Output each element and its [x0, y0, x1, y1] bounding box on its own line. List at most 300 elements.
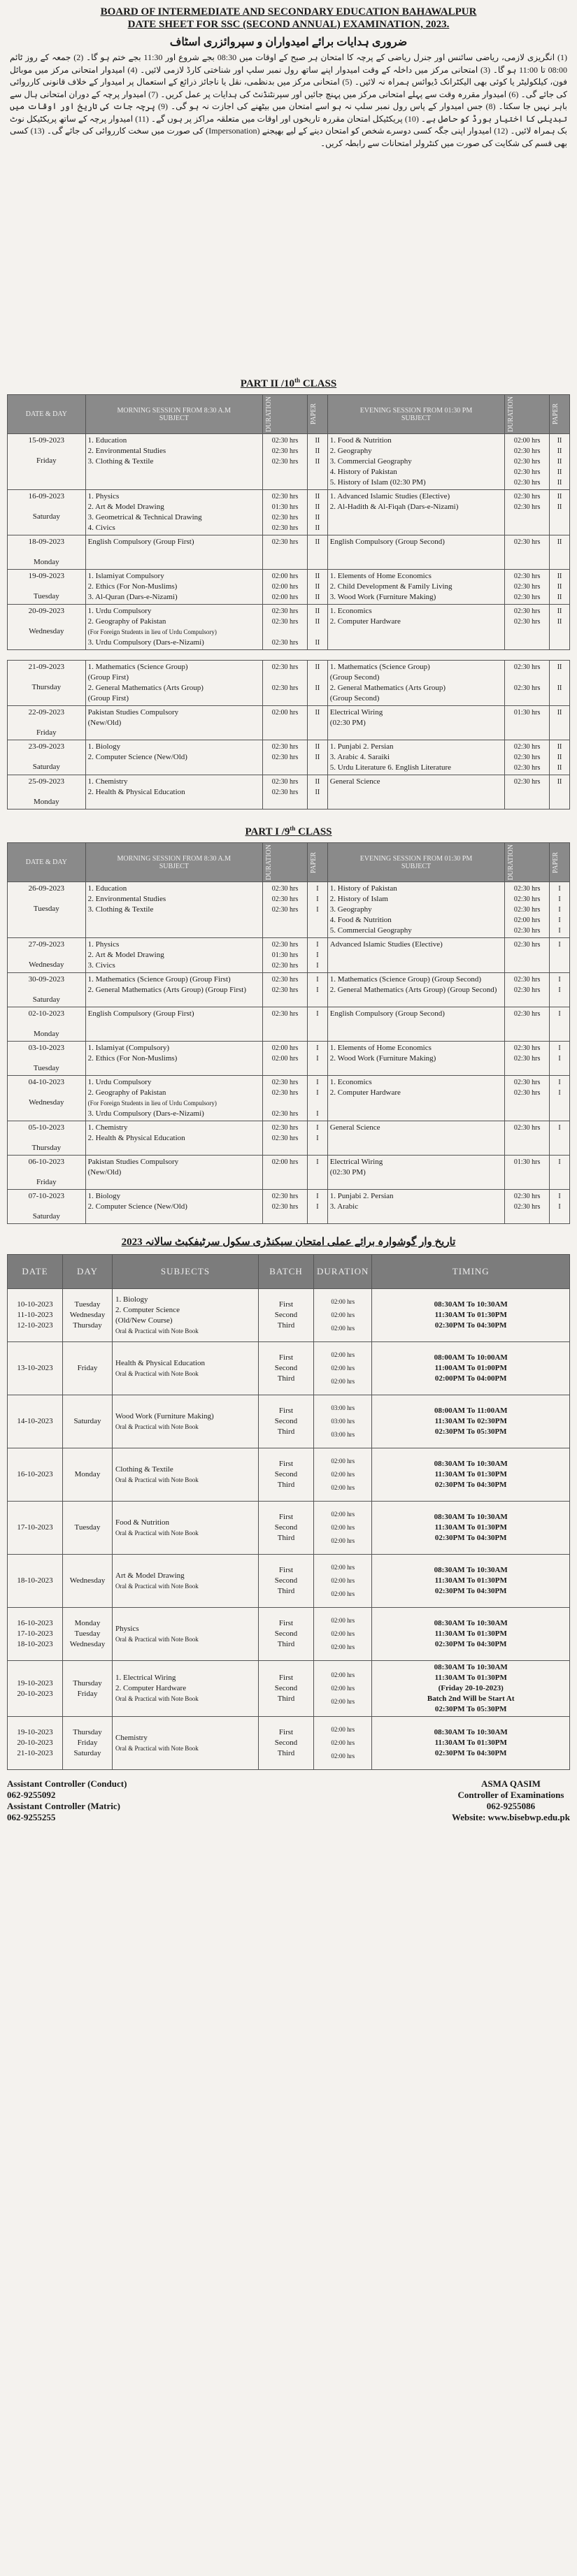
practical-batch: Third [277, 1640, 295, 1649]
duration-value: 02:30 hrs [271, 895, 299, 904]
date-cell [8, 1190, 86, 1224]
practical-duration: 02:00 hrs [331, 1739, 355, 1747]
morning-header [85, 395, 262, 434]
paper-header-text: PAPER [309, 851, 318, 873]
duration-value: 02:30 hrs [513, 618, 541, 626]
table-row [8, 775, 570, 810]
practical-date: 16-10-2023 [17, 1619, 53, 1628]
subject-line: English Compulsory (Group Second) [329, 1009, 445, 1019]
practical-day: Thursday [73, 1321, 102, 1330]
duration-value: 02:30 hrs [513, 1124, 541, 1132]
duration-value: 02:30 hrs [513, 479, 541, 487]
subject-line: (Group First) [87, 694, 129, 703]
evening-paper-cell [550, 661, 570, 706]
evening-subject-cell [327, 1042, 504, 1076]
paper-value: I [316, 1055, 319, 1063]
practical-batch: Second [274, 1470, 298, 1479]
exam-day: Wednesday [29, 627, 64, 636]
practical-date: 13-10-2023 [17, 1364, 53, 1373]
exam-date: 06-10-2023 [28, 1158, 64, 1167]
paper-value: II [315, 743, 320, 751]
practical-date: 11-10-2023 [17, 1311, 53, 1320]
paper-value: I [558, 895, 561, 904]
practical-note: Oral & Practical with Note Book [115, 1369, 199, 1377]
duration-value: 02:30 hrs [271, 778, 299, 786]
duration-value: 02:00 hrs [271, 709, 299, 717]
paper-value: I [316, 895, 319, 904]
paper-value: I [558, 986, 561, 995]
exam-day: Tuesday [33, 1064, 59, 1073]
practical-duration: 02:00 hrs [331, 1630, 355, 1638]
subject-line: 3. Urdu Compulsory (Dars-e-Nizami) [87, 638, 204, 647]
practical-batch: Third [277, 1749, 295, 1758]
date-sheet-title: DATE SHEET FOR SSC (SECOND ANNUAL) EXAMINATION, 2023. [127, 19, 450, 30]
practical-subject-cell [113, 1555, 259, 1608]
paper-value: II [557, 468, 562, 477]
paper-value: I [316, 1089, 319, 1098]
morning-duration-cell [262, 661, 307, 706]
practical-batch: Third [277, 1374, 295, 1383]
morning-duration-cell [262, 973, 307, 1007]
part2-schedule-table [7, 394, 570, 810]
practical-duration-cell [314, 1555, 372, 1608]
subject-line: 1. Chemistry [87, 777, 128, 786]
subject-line: 1. Advanced Islamic Studies (Elective) [329, 492, 450, 501]
paper-value: II [315, 447, 320, 456]
footer-right [270, 1778, 570, 1823]
evening-subject-cell [327, 1007, 504, 1042]
subject-line: 1. Chemistry [87, 1123, 128, 1132]
duration-value: 02:30 hrs [513, 593, 541, 602]
practical-batch: Second [274, 1523, 298, 1532]
practical-timing-cell [372, 1661, 570, 1717]
subject-line: 2. Ethics (For Non-Muslims) [87, 1054, 178, 1063]
paper-value: II [557, 479, 562, 487]
subject-line: 4. Food & Nutrition [329, 916, 392, 925]
subject-line: 1. Economics [329, 607, 372, 616]
subject-line: 2. Computer Science (New/Old) [87, 753, 187, 762]
subject-line: Electrical Wiring [329, 708, 383, 717]
paper-value: II [315, 538, 320, 547]
practical-subject: 1. Biology [115, 1295, 148, 1304]
paper-value: I [558, 916, 561, 925]
evening-subject-cell [327, 1156, 504, 1190]
subject-line: 3. Civics [87, 961, 115, 970]
practical-duration: 02:00 hrs [331, 1726, 355, 1734]
subject-line: 1. Islamiyat Compulsory [87, 572, 164, 581]
morning-duration-cell [262, 535, 307, 570]
practical-batch: Second [274, 1576, 298, 1585]
practical-date-cell [8, 1342, 63, 1395]
paper-header-text: PAPER [552, 851, 560, 873]
subject-line: 2. Computer Hardware [329, 617, 401, 626]
subject-line: 2. General Mathematics (Arts Group) (Group Second) [329, 986, 497, 995]
practical-date: 16-10-2023 [17, 1470, 53, 1479]
subject-line: English Compulsory (Group First) [87, 538, 194, 547]
subject-line: 2. Al-Hadith & Al-Fiqah (Dars-e-Nizami) [329, 503, 459, 512]
practical-day: Thursday [73, 1728, 102, 1737]
duration-value: 02:30 hrs [513, 458, 541, 466]
practical-day-cell [63, 1661, 113, 1717]
morning-paper-cell [307, 1121, 327, 1156]
date-cell [8, 938, 86, 973]
subject-line: 2. Geography of Pakistan [87, 1088, 166, 1098]
table-row [8, 1448, 570, 1502]
paper-value: I [558, 906, 561, 914]
practical-date: 14-10-2023 [17, 1417, 53, 1426]
date-cell [8, 740, 86, 775]
practical-batch: First [278, 1300, 294, 1309]
paper-value: I [316, 986, 319, 995]
subject-line: 5. History of Islam (02:30 PM) [329, 478, 426, 487]
duration-value: 01:30 hrs [271, 951, 299, 960]
practical-date: 20-10-2023 [17, 1739, 53, 1748]
duration-header-text: DURATION [507, 396, 515, 433]
practical-timing: 02:30PM To 04:30PM [434, 1481, 507, 1490]
subject-line: 2. Child Development & Family Living [329, 582, 453, 591]
duration-value: 02:30 hrs [513, 503, 541, 512]
table-row [8, 570, 570, 605]
evening-duration-cell [505, 490, 550, 535]
paper-value: I [558, 1193, 561, 1201]
practical-batch: First [278, 1406, 294, 1416]
paper-value: I [558, 1010, 561, 1019]
date-cell [8, 1076, 86, 1121]
morning-paper-cell [307, 661, 327, 706]
exam-date: 20-09-2023 [28, 607, 64, 616]
morning-paper-cell [307, 1007, 327, 1042]
duration-value: 02:30 hrs [513, 895, 541, 904]
evening-header [327, 843, 504, 882]
duration-value: 02:30 hrs [513, 764, 541, 772]
practical-batch: Second [274, 1684, 298, 1693]
duration-header [262, 843, 307, 882]
paper-value: I [316, 941, 319, 949]
evening-subject-label: SUBJECT [401, 414, 432, 422]
evening-duration-cell [505, 775, 550, 810]
table-row [8, 1555, 570, 1608]
morning-subject-cell [85, 882, 262, 938]
exam-day: Monday [33, 558, 59, 567]
duration-value: 02:30 hrs [513, 1079, 541, 1087]
subject-line: 1. Biology [87, 742, 121, 751]
part1-title-text: PART I /9 [245, 826, 290, 838]
duration-value [265, 672, 305, 683]
exam-day: Tuesday [33, 905, 59, 914]
practical-note: Oral & Practical with Note Book [115, 1529, 199, 1537]
evening-paper-cell [550, 706, 570, 740]
paper-value: I [316, 1124, 319, 1132]
subject-line: 2. Computer Hardware [329, 1088, 401, 1098]
table-row [8, 1076, 570, 1121]
evening-paper-cell [550, 1042, 570, 1076]
evening-duration-cell [505, 1042, 550, 1076]
duration-value: 02:30 hrs [271, 1203, 299, 1211]
duration-value: 02:30 hrs [513, 583, 541, 591]
practical-timing: 11:30AM To 01:30PM [434, 1523, 507, 1532]
practical-date: 12-10-2023 [17, 1321, 53, 1330]
practical-day: Wednesday [69, 1576, 106, 1585]
paper-value: I [558, 1124, 561, 1132]
evening-subject-cell [327, 706, 504, 740]
duration-value: 02:30 hrs [271, 607, 299, 616]
paper-value: I [558, 941, 561, 949]
practical-timing: 02:30PM To 04:30PM [434, 1587, 507, 1596]
exam-day: Monday [33, 798, 59, 807]
practical-subject: Chemistry [115, 1733, 148, 1742]
practical-duration: 02:00 hrs [331, 1753, 355, 1760]
practical-date: 19-10-2023 [17, 1728, 53, 1737]
practical-timing-cell [372, 1608, 570, 1661]
duration-value: 02:30 hrs [513, 986, 541, 995]
morning-duration-cell [262, 434, 307, 490]
exam-day: Saturday [32, 512, 60, 521]
practical-timing: 08:30AM To 10:30AM [434, 1728, 508, 1737]
morning-paper-cell [307, 740, 327, 775]
morning-duration-cell [262, 490, 307, 535]
duration-value: 02:30 hrs [513, 493, 541, 501]
practical-date: 21-10-2023 [17, 1749, 53, 1758]
subject-line: 1. Urdu Compulsory [87, 1078, 152, 1087]
practical-subject-cell [113, 1502, 259, 1555]
morning-paper-cell [307, 1156, 327, 1190]
evening-duration-cell [505, 740, 550, 775]
paper-value: I [316, 1110, 319, 1118]
morning-subject-cell [85, 535, 262, 570]
paper-value: II [557, 593, 562, 602]
exam-date: 23-09-2023 [28, 742, 64, 751]
date-cell [8, 775, 86, 810]
paper-value: II [315, 789, 320, 797]
paper-value: I [316, 1079, 319, 1087]
practical-batch: First [278, 1353, 294, 1362]
practical-timing: 02:30PM To 05:30PM [434, 1705, 507, 1714]
practical-batch-cell [259, 1395, 314, 1448]
morning-session-label: MORNING SESSION FROM 8:30 A.M [117, 406, 231, 415]
subject-line: 2. General Mathematics (Arts Group) (Group First) [87, 986, 246, 995]
header-row [8, 395, 570, 434]
subject-line: 2. History of Islam [329, 895, 388, 904]
paper-value: II [315, 524, 320, 533]
practical-duration: 02:00 hrs [331, 1671, 355, 1679]
practical-note: Oral & Practical with Note Book [115, 1423, 199, 1430]
practical-batch: First [278, 1619, 294, 1628]
practical-duration: 02:00 hrs [331, 1685, 355, 1692]
evening-duration-cell [505, 434, 550, 490]
practical-duration: 03:00 hrs [331, 1404, 355, 1412]
exam-day: Friday [36, 1178, 57, 1187]
practical-day-cell [63, 1448, 113, 1502]
duration-value: 02:30 hrs [271, 493, 299, 501]
duration-value: 02:30 hrs [271, 743, 299, 751]
duration-value: 02:30 hrs [271, 524, 299, 533]
paper-header [307, 395, 327, 434]
practical-batch: First [278, 1460, 294, 1469]
duration-value: 02:30 hrs [271, 538, 299, 547]
practical-timing: 08:30AM To 10:30AM [434, 1513, 508, 1522]
practical-batch: Third [277, 1481, 295, 1490]
practical-date: 10-10-2023 [17, 1300, 53, 1309]
morning-paper-cell [307, 973, 327, 1007]
subject-line: 2. General Mathematics (Arts Group) [87, 684, 204, 693]
practical-subject-cell [113, 1661, 259, 1717]
morning-paper-cell [307, 1190, 327, 1224]
practical-timing: 02:30PM To 04:30PM [434, 1640, 507, 1649]
practical-subject: Clothing & Textile [115, 1465, 173, 1474]
exam-day: Saturday [32, 1212, 60, 1221]
duration-value: 02:30 hrs [513, 684, 541, 693]
practical-date-cell [8, 1608, 63, 1661]
subject-line: 1. Elements of Home Economics [329, 572, 432, 581]
paper-value: II [557, 437, 562, 445]
subject-line: 2. Environmental Studies [87, 895, 166, 904]
duration-value [507, 718, 547, 728]
exam-date: 16-09-2023 [28, 492, 64, 501]
duration-value: 02:30 hrs [513, 1010, 541, 1019]
paper-value: II [315, 593, 320, 602]
morning-paper-cell [307, 882, 327, 938]
exam-date: 26-09-2023 [28, 884, 64, 893]
practical-subject: Food & Nutrition [115, 1518, 170, 1527]
table-row [8, 706, 570, 740]
paper-header-text: PAPER [309, 403, 318, 425]
date-cell [8, 973, 86, 1007]
paper-value [552, 672, 567, 683]
paper-header [307, 843, 327, 882]
evening-duration-cell [505, 1076, 550, 1121]
duration-value: 02:30 hrs [513, 754, 541, 762]
morning-subject-cell [85, 1007, 262, 1042]
evening-paper-cell [550, 570, 570, 605]
morning-subject-cell [85, 434, 262, 490]
duration-value: 02:30 hrs [271, 885, 299, 893]
paper-value [310, 1167, 325, 1178]
practical-duration-cell [314, 1395, 372, 1448]
paper-value: I [316, 1203, 319, 1211]
duration-value: 02:30 hrs [513, 743, 541, 751]
subject-line: 3. Al-Quran (Dars-e-Nizami) [87, 593, 178, 602]
paper-value: II [315, 583, 320, 591]
practical-date: 17-10-2023 [17, 1629, 53, 1639]
paper-value: II [557, 764, 562, 772]
table-row [8, 1608, 570, 1661]
practical-day: Friday [77, 1364, 98, 1373]
evening-duration-cell [505, 1190, 550, 1224]
duration-value [507, 1167, 547, 1178]
duration-value: 02:30 hrs [271, 618, 299, 626]
duration-value: 02:30 hrs [271, 1079, 299, 1087]
subject-line: 2. Computer Science (New/Old) [87, 1202, 187, 1211]
paper-value: II [315, 618, 320, 626]
practical-timing: 11:30AM To 01:30PM [434, 1674, 507, 1683]
morning-paper-cell [307, 490, 327, 535]
duration-value: 02:30 hrs [513, 447, 541, 456]
table-row [8, 1042, 570, 1076]
duration-value: 02:30 hrs [271, 789, 299, 797]
exam-day: Friday [36, 728, 57, 737]
practical-date-cell [8, 1717, 63, 1770]
part2-title-post: CLASS [300, 378, 337, 389]
paper-value: II [557, 607, 562, 616]
gap-cell [8, 650, 570, 661]
subject-line: 2. Geography [329, 447, 372, 456]
subject-line: 2. Environmental Studies [87, 447, 166, 456]
exam-date: 15-09-2023 [28, 436, 64, 445]
evening-paper-cell [550, 882, 570, 938]
practical-timing: 11:30AM To 01:30PM [434, 1629, 507, 1639]
practical-day-cell [63, 1608, 113, 1661]
practical-timing: 08:00AM To 10:00AM [434, 1353, 508, 1362]
practical-day-cell [63, 1395, 113, 1448]
morning-paper-cell [307, 605, 327, 650]
practical-note: Oral & Practical with Note Book [115, 1635, 199, 1643]
paper-value: II [557, 754, 562, 762]
evening-duration-cell [505, 570, 550, 605]
table-row [8, 1190, 570, 1224]
paper-value: II [557, 743, 562, 751]
part2-title-sup: th [294, 377, 301, 384]
duration-value: 02:30 hrs [271, 1193, 299, 1201]
morning-subject-cell [85, 1042, 262, 1076]
practical-timing: 02:30PM To 04:30PM [434, 1534, 507, 1543]
exam-day: Thursday [31, 683, 62, 692]
subject-line: 2. Ethics (For Non-Muslims) [87, 582, 178, 591]
paper-value: II [315, 573, 320, 581]
duration-value: 02:30 hrs [271, 663, 299, 672]
exam-date: 18-09-2023 [28, 538, 64, 547]
subject-line: 2. General Mathematics (Arts Group) [329, 684, 446, 693]
subject-line: 1. Biology [87, 1192, 121, 1201]
subject-line: (New/Old) [87, 1168, 122, 1177]
subject-line: 1. Elements of Home Economics [329, 1044, 432, 1053]
duration-value [265, 1167, 305, 1178]
practical-duration: 02:00 hrs [331, 1311, 355, 1319]
subject-line: 1. Economics [329, 1078, 372, 1087]
duration-value: 02:30 hrs [513, 1055, 541, 1063]
evening-subject-cell [327, 661, 504, 706]
paper-value: II [315, 754, 320, 762]
paper-value: II [315, 514, 320, 522]
practical-batch: First [278, 1728, 294, 1737]
practical-header: BATCH [259, 1255, 314, 1289]
practical-date-cell [8, 1395, 63, 1448]
practical-timing: 02:30PM To 04:30PM [434, 1321, 507, 1330]
duration-value: 02:30 hrs [271, 1110, 299, 1118]
practical-timing: Batch 2nd Will be Start At [427, 1694, 515, 1704]
practical-duration: 02:00 hrs [331, 1564, 355, 1571]
duration-value: 02:30 hrs [513, 607, 541, 616]
practical-duration-cell [314, 1608, 372, 1661]
paper-value: II [315, 493, 320, 501]
evening-paper-cell [550, 775, 570, 810]
paper-value: II [557, 458, 562, 466]
morning-duration-cell [262, 1156, 307, 1190]
exam-day: Monday [33, 1030, 59, 1039]
website-link[interactable]: Website: www.bisebwp.edu.pk [451, 1812, 570, 1823]
morning-subject-label: SUBJECT [159, 414, 189, 422]
paper-value: II [557, 447, 562, 456]
part2-title [7, 377, 570, 390]
practical-subject: 2. Computer Hardware [115, 1684, 187, 1693]
practical-header: DURATION [314, 1255, 372, 1289]
subject-line: 4. History of Pakistan [329, 468, 397, 477]
subject-line: (02:30 PM) [329, 1168, 366, 1177]
date-day-header: DATE & DAY [8, 395, 86, 434]
practical-batch-cell [259, 1608, 314, 1661]
duration-value: 02:00 hrs [271, 1055, 299, 1063]
evening-subject-cell [327, 938, 504, 973]
table-row [8, 1661, 570, 1717]
